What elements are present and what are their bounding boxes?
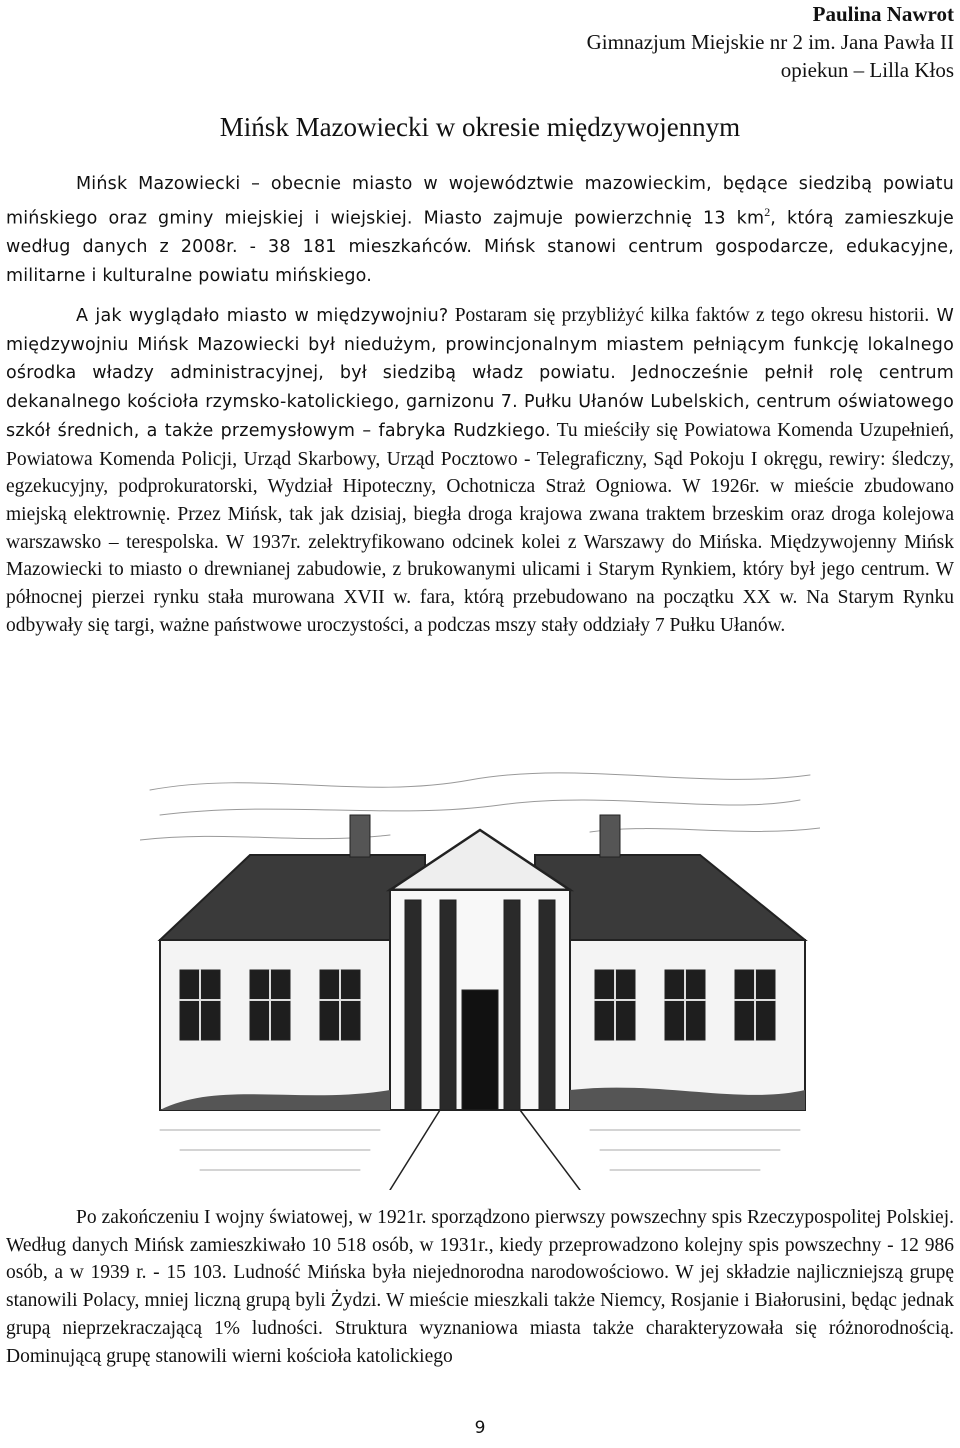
paragraph-interwar bbox=[6, 302, 954, 639]
paragraph-intro-text-a: Mińsk Mazowiecki – obecnie miasto w województwie mazowieckim, będące siedzibą powiatu mińskiego oraz gminy miejskiej i wiejskiej. Miasto zajmuje powierzchnię 13 km bbox=[6, 174, 954, 229]
paragraph-interwar-question: A jak wyglądało miasto w międzywojniu? bbox=[76, 306, 449, 326]
document-title: Mińsk Mazowiecki w okresie międzywojennym bbox=[219, 112, 741, 142]
paragraph-interwar-text-b: Postaram się przybliżyć kilka faktów z tego okresu historii. bbox=[448, 305, 930, 326]
paragraph-population-text: Po zakończeniu I wojny światowej, w 1921r. sporządzono pierwszy powszechny spis Rzeczypospolitej Polskiej. Według danych Mińsk zamieszkiwało 10 518 osób, w 1931r., kiedy przeprowadzono kolejny spis powszechny - 12 986 osób, a w 1939 r. - 15 103. Ludność Mińska była niejednorodna narodowościowo. W jej składzie najliczniejszą grupę stanowili Polacy, mniej liczną grupą byli Żydzi. W mieście mieszkali także Niemcy, Rosjanie i Białorusini, będąc jednak grupą nieprzekraczającą 1% ludności. Struktura wyznaniowa miasta także charakteryzowała się różnorodnością. Dominującą grupę stanowili wierni kościoła katolickiego bbox=[6, 1207, 954, 1367]
paragraph-interwar-text-d: Tu mieściły się Powiatowa Komenda Uzupełnień, Powiatowa Komenda Policji, Urząd Skarbowy, Urząd Pocztowo - Telegraficzny, Sąd Pokoju I okręgu, rewiry: śledczy, egzekucyjny, podprokuratorski, Wydział Hipoteczny, Ochotnicza Straż Ogniowa. W 1926r. w mieście zbudowano miejską elektrownię. bbox=[6, 419, 955, 525]
header bbox=[587, 0, 954, 84]
paragraph-interwar-text-e: Przez Mińsk, tak jak dzisiaj, biegła droga krajowa zwana traktem brzeskim oraz droga kolejowa warszawsko – terespolska. W 1937r. zelektryfikowano odcinek kolei z Warszawy do Mińska. Międzywojenny Mińsk Mazowiecki to miasto o drewnianej zabudowie, z brukowanymi ulicami i Starym Rynkiem, który był jego centrum. W północnej pierzei rynku stała murowana XVII w. fara, którą przebudowano na początku XX w. Na Starym Rynku odbywały się targi, ważne państwowe uroczystości, a podczas mszy stały oddziały 7 Pułku Ułanów. bbox=[6, 503, 954, 636]
school-name: Gimnazjum Miejskie nr 2 im. Jana Pawła II bbox=[586, 30, 954, 54]
page-number: 9 bbox=[474, 1418, 486, 1438]
paragraph-intro-text-b: , którą zamieszkuje według danych z 2008r. - 38 181 mieszkańców. Mińsk stanowi centrum gospodarcze, edukacyjne, militarne i kulturalne powiatu mińskiego. bbox=[6, 208, 954, 286]
superscript: 2 bbox=[764, 204, 771, 219]
paragraph-population bbox=[6, 1204, 954, 1370]
author-name: Paulina Nawrot bbox=[812, 2, 954, 26]
paragraph-intro bbox=[6, 170, 954, 290]
manor-house-drawing bbox=[140, 760, 820, 1190]
paragraph-interwar-text-c: W międzywojniu Mińsk Mazowiecki był niedużym, prowincjonalnym miastem pełniącym funkcję lokalnego ośrodka władzy administracyjnej, był siedzibą władz powiatu. Jednocześnie pełnił rolę centrum dekanalnego kościoła rzymsko-katolickiego, garnizonu 7. Pułku Ułanów Lubelskich, centrum oświatowego szkół średnich, a także przemysłowym – fabryka Rudzkiego. bbox=[6, 306, 954, 441]
tutor-name: opiekun – Lilla Kłos bbox=[780, 58, 954, 82]
